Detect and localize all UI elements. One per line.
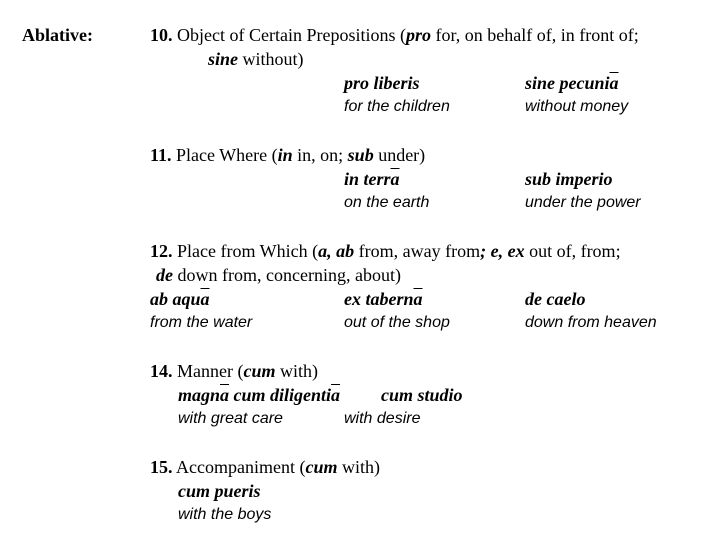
section-14-translation-2: with desire (344, 410, 421, 427)
section-12-translation-1: from the water (150, 314, 253, 331)
section-12-gloss-de: down from, concerning, about) (173, 265, 401, 285)
section-10-gloss-sine: without) (238, 49, 304, 69)
section-11-gloss-in: in, on; (292, 145, 348, 165)
section-10-prep-pro: pro (405, 25, 431, 45)
section-11-number: 11. (150, 145, 172, 165)
section-14-example-1 (178, 386, 340, 404)
section-14-example-1-part-2: cum diligenti (229, 385, 332, 405)
section-11-translation-2: under the power (525, 194, 641, 211)
section-15-gloss-cum: with) (337, 457, 380, 477)
section-14-gloss-cum: with) (275, 361, 318, 381)
section-10-example-2 (525, 74, 619, 92)
section-10-translation-1: for the children (344, 98, 450, 115)
section-12-gloss-a-ab: from, away from (354, 241, 481, 261)
section-14-heading (150, 362, 318, 380)
section-12-example-2-stem: ex tabern (344, 289, 414, 309)
section-11-heading (150, 146, 425, 164)
section-10-prep-sine: sine (208, 49, 239, 69)
section-11-prep-in: in (277, 145, 293, 165)
section-12-example-1-macron-ending: $\overline{a}$ (200, 289, 210, 309)
section-10-title: Object of Certain Prepositions ( (172, 25, 406, 45)
section-10-number: 10. (150, 25, 173, 45)
section-12-example-2 (344, 290, 423, 308)
section-12-heading (150, 242, 621, 260)
section-15-example-1: cum pueris (178, 481, 261, 501)
section-14-prep-cum: cum (243, 361, 276, 381)
section-12-translation-2: out of the shop (344, 314, 450, 331)
section-11-gloss-sub: under) (373, 145, 426, 165)
section-11-example-1 (344, 170, 400, 188)
section-14-translation-1: with great care (178, 410, 283, 427)
section-10-heading (150, 26, 639, 44)
section-12-separator: ; (480, 241, 487, 261)
section-12-translation-3: down from heaven (525, 314, 657, 331)
section-12-gloss-e-ex: out of, from; (524, 241, 621, 261)
section-11-prep-sub: sub (347, 145, 374, 165)
section-15-number: 15. (150, 457, 173, 477)
section-14-number: 14. (150, 361, 173, 381)
section-10-example-2-macron-ending: $\overline{a}$ (609, 73, 619, 93)
section-12-heading-cont (156, 266, 401, 284)
section-11-example-2: sub imperio (525, 169, 613, 189)
section-15-title: Accompaniment ( (172, 457, 306, 477)
section-11-title: Place Where ( (171, 145, 278, 165)
section-10-example-2-stem: sine pecuni (525, 73, 610, 93)
case-label: Ablative: (22, 25, 93, 45)
section-11-translation-1: on the earth (344, 194, 430, 211)
section-10-translation-2: without money (525, 98, 629, 115)
section-12-prep-e-ex: e, ex (486, 241, 525, 261)
section-12-example-1-stem: ab aqu (150, 289, 201, 309)
section-12-prep-de: de (156, 265, 173, 285)
section-12-prep-a-ab: a, ab (318, 241, 355, 261)
section-10-heading-cont (208, 50, 304, 68)
section-14-title: Manner ( (172, 361, 244, 381)
section-14-example-1-part-1: magn (178, 385, 221, 405)
section-15-heading (150, 458, 380, 476)
section-14-example-1-macron-2: $\overline{a}$ (331, 385, 341, 405)
section-12-example-2-macron-ending: $\overline{a}$ (413, 289, 423, 309)
section-15-prep-cum: cum (305, 457, 338, 477)
section-10-gloss-pro: for, on behalf of, in front of; (430, 25, 639, 45)
section-12-example-1 (150, 290, 210, 308)
section-12-title: Place from Which ( (172, 241, 319, 261)
section-10-example-1: pro liberis (344, 73, 420, 93)
section-11-example-1-stem: in terr (344, 169, 391, 189)
section-12-number: 12. (150, 241, 173, 261)
section-15-translation-1: with the boys (178, 506, 272, 523)
section-11-example-1-macron-ending: $\overline{a}$ (390, 169, 400, 189)
section-12-example-3: de caelo (525, 289, 586, 309)
section-14-example-1-macron-1: $\overline{a}$ (220, 385, 230, 405)
section-14-example-2: cum studio (381, 385, 463, 405)
